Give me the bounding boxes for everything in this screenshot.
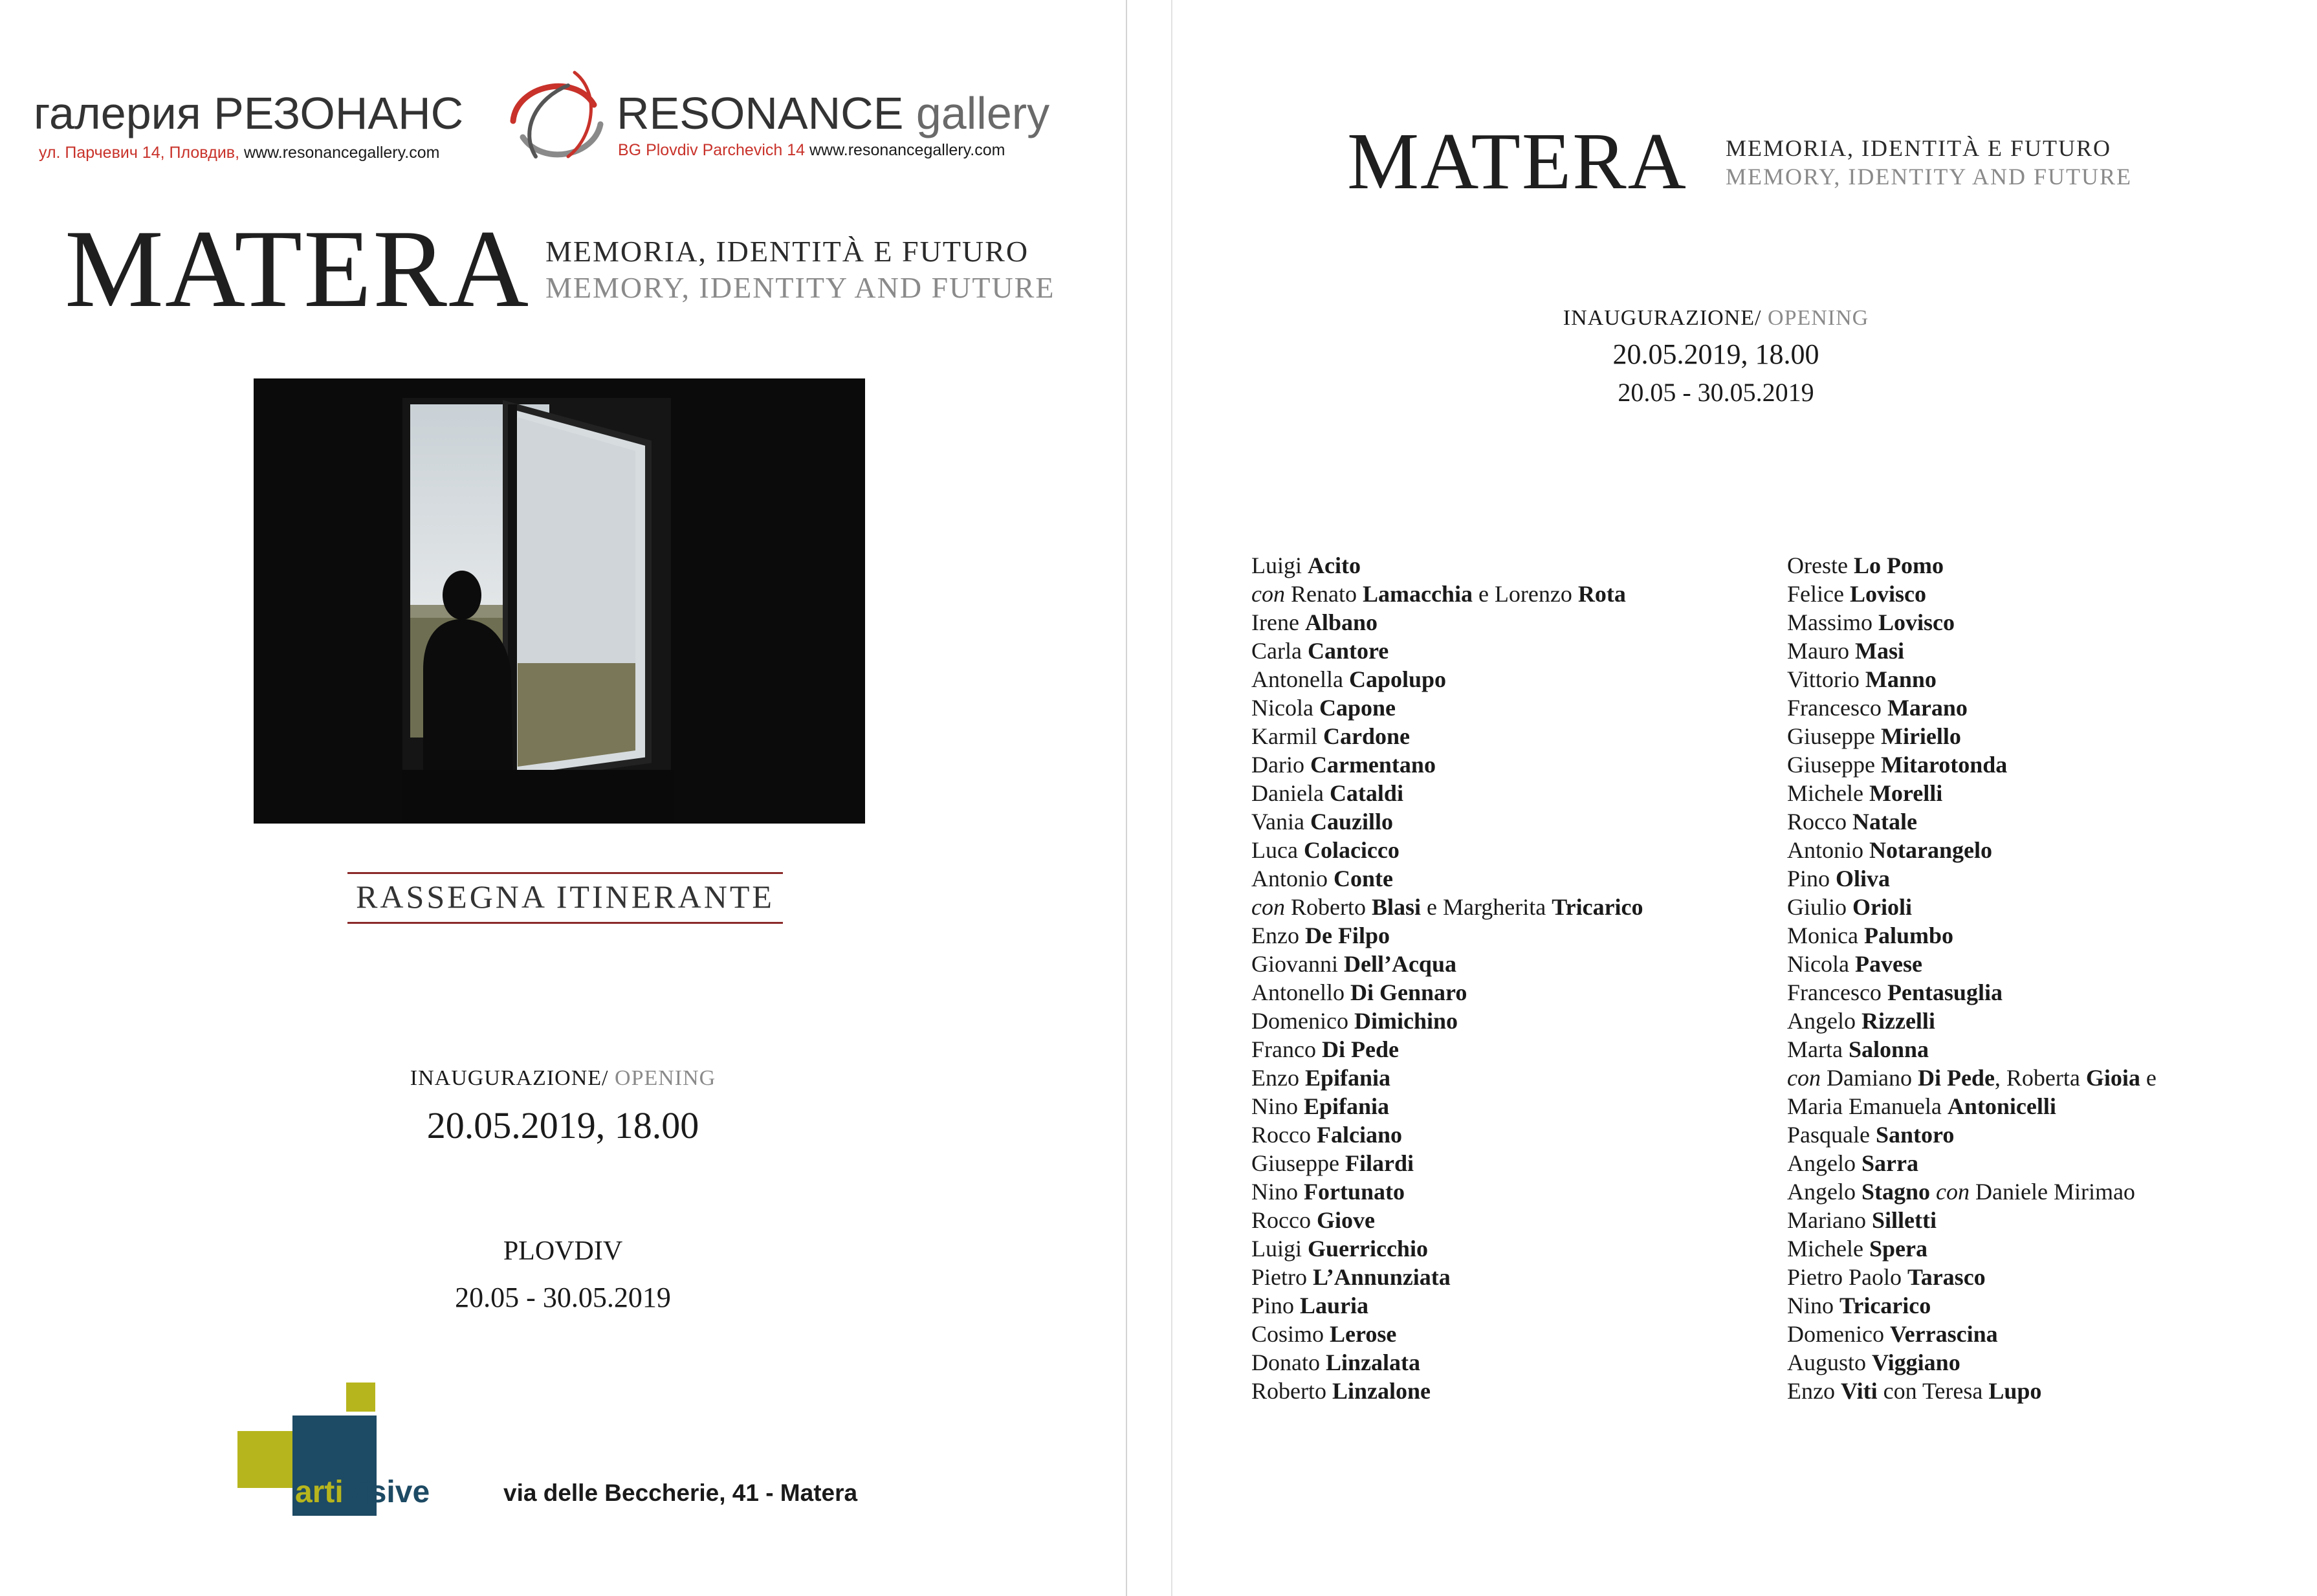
artist-surname: Pentasuglia (1887, 979, 2003, 1005)
artist-given-name: Nino (1251, 1093, 1304, 1119)
artist-entry (1787, 1149, 2157, 1177)
artist-entry (1251, 637, 1643, 665)
artist-entry (1787, 665, 2157, 694)
artist-surname: Rizzelli (1861, 1008, 1935, 1034)
artist-surname: Tarasco (1907, 1264, 1986, 1290)
artist-entry (1787, 807, 2157, 836)
artist-entry (1787, 551, 2157, 580)
artist-collab-word: con (1251, 581, 1285, 607)
artist-list-column-1 (1251, 551, 1643, 1405)
artist-entry (1787, 1007, 2157, 1035)
artist-entry (1251, 750, 1643, 779)
artist-given-name: Francesco (1787, 695, 1887, 721)
artist-entry (1251, 836, 1643, 864)
artist-entry (1787, 1320, 2157, 1348)
artist-surname: Masi (1854, 638, 1904, 664)
artist-surname: Cardone (1323, 723, 1410, 749)
gallery-name-en: RESONANCE (617, 88, 904, 138)
artist-given-name: Pietro (1251, 1264, 1313, 1290)
artist-surname: Capolupo (1348, 666, 1447, 692)
artist-surname: Pavese (1854, 951, 1922, 977)
artist-entry (1787, 1177, 2157, 1206)
artist-given-name: Antonello (1251, 979, 1350, 1005)
artist-given-name: Luca (1251, 837, 1304, 863)
invitation-cover-page (0, 0, 1127, 1596)
artist-surname: Lerose (1330, 1321, 1397, 1347)
artist-entry (1787, 608, 2157, 637)
artist-surname: Natale (1852, 809, 1917, 835)
artist-entry (1787, 637, 2157, 665)
artist-given-name: Oreste (1787, 552, 1854, 578)
artist-surname: Lovisco (1849, 581, 1926, 607)
artist-given-name: Luigi (1251, 552, 1308, 578)
artist-surname: L’Annunziata (1313, 1264, 1451, 1290)
artist-given-name: Pasquale (1787, 1122, 1876, 1148)
gallery-address-en-line (618, 141, 1005, 160)
artist-given-name: Monica (1787, 923, 1864, 948)
artist-given-name: Domenico (1251, 1008, 1354, 1034)
artivisive-logo-part1: arti (295, 1475, 344, 1509)
artist-surname: Colacicco (1303, 837, 1400, 863)
artivisive-logo-text (295, 1477, 430, 1508)
artist-given-name: Giulio (1787, 894, 1853, 920)
artist-entry (1787, 950, 2157, 978)
exhibition-city: PLOVDIV (503, 1236, 623, 1266)
artist-given-name: Nicola (1251, 695, 1319, 721)
artist-surname: Marano (1887, 695, 1968, 721)
artist-given-name: Antonella (1251, 666, 1349, 692)
artist-surname: Di Pede (1321, 1036, 1399, 1062)
artist-given-name: Massimo (1787, 609, 1879, 635)
artist-surname: Dimichino (1354, 1008, 1458, 1034)
artist-entry (1251, 665, 1643, 694)
artist-entry (1251, 864, 1643, 893)
gallery-name-bulgarian (34, 87, 463, 139)
artist-entry (1251, 1206, 1643, 1234)
artist-surname: Oliva (1836, 866, 1891, 891)
resonance-logo-icon (497, 60, 613, 176)
artist-surname: Morelli (1869, 780, 1943, 806)
artist-given-name: Augusto (1787, 1350, 1872, 1375)
artist-surname: Capone (1319, 695, 1396, 721)
artist-entry (1787, 694, 2157, 722)
artist-given-name: Antonio (1251, 866, 1334, 891)
gallery-website-bg: www.resonancegallery.com (243, 144, 440, 162)
artist-given-name: Antonio (1787, 837, 1870, 863)
artist-given-name: Giovanni (1251, 951, 1344, 977)
artist-given-name: e Margherita (1421, 894, 1552, 920)
artivisive-logo-olive-square (237, 1431, 294, 1488)
artist-given-name: Luigi (1251, 1236, 1308, 1262)
artist-surname: Antonicelli (1947, 1093, 2056, 1119)
opening-datetime: 20.05.2019, 18.00 (426, 1104, 699, 1146)
artist-entry (1787, 1064, 2157, 1092)
artist-surname: Rota (1577, 581, 1626, 607)
artist-entry (1787, 1092, 2157, 1120)
artist-surname: Giove (1316, 1207, 1375, 1233)
opening-datetime-right: 20.05.2019, 18.00 (1612, 338, 1819, 370)
artist-surname: Salonna (1848, 1036, 1929, 1062)
artist-entry (1251, 551, 1643, 580)
artist-given-name: Enzo (1251, 1065, 1305, 1091)
artist-entry (1787, 1234, 2157, 1263)
artist-surname: Blasi (1371, 894, 1421, 920)
venue-address: via delle Beccherie, 41 - Matera (503, 1480, 858, 1506)
artist-entry (1251, 1348, 1643, 1377)
artivisive-logo-small-square (346, 1383, 375, 1412)
artist-given-name: Rocco (1251, 1122, 1317, 1148)
artist-entry (1251, 1377, 1643, 1405)
artist-entry (1251, 1177, 1643, 1206)
artist-entry (1787, 1377, 2157, 1405)
artist-surname: Di Gennaro (1350, 979, 1467, 1005)
artist-surname: Epifania (1304, 1065, 1391, 1091)
gallery-address-bg: ул. Парчевич 14, Пловдив, (39, 144, 240, 162)
artist-list-page (1171, 0, 2317, 1596)
exhibition-subtitle-it-right: MEMORIA, IDENTITÀ E FUTURO (1726, 135, 2111, 161)
opening-label-right (1509, 306, 1923, 331)
artist-entry (1251, 1064, 1643, 1092)
artist-given-name: Damiano (1820, 1065, 1918, 1091)
artist-given-name: Angelo (1787, 1179, 1861, 1205)
artist-entry (1787, 722, 2157, 750)
artist-given-name: Giuseppe (1787, 752, 1881, 778)
artist-entry (1787, 779, 2157, 807)
artist-given-name: Carla (1251, 638, 1308, 664)
artist-given-name: Giuseppe (1787, 723, 1881, 749)
artist-surname: Sarra (1861, 1150, 1918, 1176)
artist-entry (1787, 1206, 2157, 1234)
artist-given-name: Renato (1284, 581, 1363, 607)
window-silhouette-photo (254, 378, 865, 824)
artist-given-name: con Teresa (1877, 1378, 1989, 1404)
artist-surname: Tricarico (1839, 1293, 1931, 1318)
artist-given-name: Francesco (1787, 979, 1887, 1005)
artist-entry (1787, 1263, 2157, 1291)
artist-given-name: Marta (1787, 1036, 1849, 1062)
artist-surname: Epifania (1304, 1093, 1390, 1119)
artist-given-name: Pietro Paolo (1787, 1264, 1907, 1290)
exhibition-subtitle-en-right: MEMORY, IDENTITY AND FUTURE (1726, 164, 2133, 190)
artist-surname: Acito (1308, 552, 1361, 578)
exhibition-subtitle-it: MEMORIA, IDENTITÀ E FUTURO (545, 235, 1029, 268)
artist-given-name: Rocco (1251, 1207, 1317, 1233)
artist-entry (1787, 978, 2157, 1007)
artist-entry (1251, 1120, 1643, 1149)
gallery-website-en: www.resonancegallery.com (809, 141, 1005, 159)
artist-collab-word: con (1251, 894, 1285, 920)
artist-given-name (1930, 1179, 1936, 1205)
artist-entry (1787, 921, 2157, 950)
artist-surname: Falciano (1316, 1122, 1402, 1148)
artist-given-name: Roberto (1284, 894, 1372, 920)
artist-given-name: Mauro (1787, 638, 1855, 664)
artist-entry (1251, 978, 1643, 1007)
artist-surname: Albano (1304, 609, 1378, 635)
artist-given-name: Domenico (1787, 1321, 1890, 1347)
artist-given-name: Enzo (1787, 1378, 1841, 1404)
artist-list-column-2 (1787, 551, 2157, 1405)
artist-given-name: Irene (1251, 609, 1305, 635)
artist-entry (1787, 836, 2157, 864)
artist-entry (1787, 864, 2157, 893)
artist-given-name: Donato (1251, 1350, 1326, 1375)
artist-entry (1251, 694, 1643, 722)
artist-given-name: Michele (1787, 780, 1869, 806)
artist-given-name: Franco (1251, 1036, 1322, 1062)
artist-entry (1787, 750, 2157, 779)
artist-given-name: Vittorio (1787, 666, 1865, 692)
artist-given-name: Karmil (1251, 723, 1323, 749)
artist-surname: De Filpo (1304, 923, 1390, 948)
artist-given-name: Daniele Mirimao (1970, 1179, 2135, 1205)
artist-entry (1787, 1291, 2157, 1320)
artist-surname: Notarangelo (1869, 837, 1992, 863)
artist-surname: Linzalone (1332, 1378, 1431, 1404)
gallery-address-bg-line (39, 144, 439, 162)
artist-entry (1251, 779, 1643, 807)
artist-surname: Manno (1865, 666, 1937, 692)
artist-entry (1251, 807, 1643, 836)
artist-surname: Dell’Acqua (1343, 951, 1456, 977)
artist-collab-word: con (1787, 1065, 1821, 1091)
rassegna-banner: RASSEGNA ITINERANTE (356, 879, 774, 915)
artist-given-name: Giuseppe (1251, 1150, 1345, 1176)
gallery-address-en: BG Plovdiv Parchevich 14 (618, 141, 806, 159)
artist-surname: Lupo (1988, 1378, 2042, 1404)
artist-given-name: Maria Emanuela (1787, 1093, 1948, 1119)
artist-entry (1251, 1263, 1643, 1291)
artist-collab-word: con (1936, 1179, 1970, 1205)
artist-surname: Guerricchio (1308, 1236, 1428, 1262)
artist-entry (1251, 950, 1643, 978)
artist-given-name: Enzo (1251, 923, 1305, 948)
artist-entry (1787, 893, 2157, 921)
gallery-prefix-bg: галерия (34, 88, 201, 138)
artist-entry (1251, 722, 1643, 750)
gallery-name-english (617, 87, 1049, 139)
gallery-name-bg: РЕЗОНАНС (214, 88, 464, 138)
artist-given-name: Pino (1787, 866, 1836, 891)
artist-given-name: Angelo (1787, 1008, 1861, 1034)
artist-surname: Carmentano (1310, 752, 1436, 778)
artist-surname: Conte (1334, 866, 1394, 891)
artist-entry (1787, 1348, 2157, 1377)
banner-top-rule (347, 872, 783, 874)
artist-surname: Palumbo (1863, 923, 1953, 948)
artist-surname: Lamacchia (1362, 581, 1473, 607)
artist-given-name: Dario (1251, 752, 1310, 778)
artist-surname: Fortunato (1304, 1179, 1405, 1205)
artist-given-name: Angelo (1787, 1150, 1861, 1176)
artist-entry (1251, 1035, 1643, 1064)
artist-entry (1251, 1234, 1643, 1263)
artist-entry (1251, 1007, 1643, 1035)
artist-surname: Filardi (1345, 1150, 1414, 1176)
artist-entry (1251, 893, 1643, 921)
artist-given-name: Felice (1787, 581, 1850, 607)
artist-entry (1251, 608, 1643, 637)
artist-entry (1251, 1291, 1643, 1320)
artist-entry (1251, 921, 1643, 950)
artist-given-name: Pino (1251, 1293, 1301, 1318)
artist-given-name: Rocco (1787, 809, 1852, 835)
artist-surname: Verrascina (1889, 1321, 1998, 1347)
opening-label-en: OPENING (608, 1066, 716, 1090)
artist-given-name: Michele (1787, 1236, 1869, 1262)
opening-label (349, 1066, 776, 1091)
artist-entry (1251, 1320, 1643, 1348)
date-range-right: 20.05 - 30.05.2019 (1618, 378, 1814, 407)
artist-surname: Di Pede (1917, 1065, 1995, 1091)
artist-given-name: Daniela (1251, 780, 1330, 806)
artist-given-name: e (2140, 1065, 2157, 1091)
opening-label-it: INAUGURAZIONE/ (410, 1066, 609, 1090)
artist-surname: Linzalata (1325, 1350, 1420, 1375)
artist-given-name: Mariano (1787, 1207, 1872, 1233)
artist-surname: Viti (1840, 1378, 1878, 1404)
artist-surname: Cataldi (1329, 780, 1403, 806)
artist-surname: Viggiano (1872, 1350, 1960, 1375)
gallery-suffix-en: gallery (916, 88, 1050, 138)
artist-surname: Cauzillo (1310, 809, 1393, 835)
artist-entry (1787, 580, 2157, 608)
artist-given-name: Nicola (1787, 951, 1855, 977)
banner-bottom-rule (347, 922, 783, 924)
artist-surname: Tricarico (1552, 894, 1643, 920)
artist-entry (1787, 1035, 2157, 1064)
artist-given-name: Nino (1251, 1179, 1304, 1205)
artist-given-name: Cosimo (1251, 1321, 1330, 1347)
artist-given-name: Roberto (1251, 1378, 1332, 1404)
artist-surname: Silletti (1871, 1207, 1937, 1233)
artist-given-name: , Roberta (1994, 1065, 2086, 1091)
artist-surname: Gioia (2085, 1065, 2140, 1091)
artist-surname: Spera (1869, 1236, 1927, 1262)
artist-surname: Cantore (1307, 638, 1389, 664)
artist-surname: Orioli (1852, 894, 1913, 920)
artist-entry (1787, 1120, 2157, 1149)
artist-surname: Mitarotonda (1880, 752, 2008, 778)
exhibition-title: MATERA (65, 208, 531, 331)
artist-given-name: Nino (1787, 1293, 1839, 1318)
exhibition-date-range: 20.05 - 30.05.2019 (455, 1282, 671, 1313)
artist-surname: Stagno (1861, 1179, 1931, 1205)
artist-entry (1251, 580, 1643, 608)
opening-label-en-right: OPENING (1761, 306, 1869, 330)
opening-label-it-right: INAUGURAZIONE/ (1563, 306, 1762, 330)
artist-given-name: Vania (1251, 809, 1310, 835)
artist-surname: Santoro (1875, 1122, 1955, 1148)
artist-surname: Lauria (1300, 1293, 1369, 1318)
exhibition-subtitle-en: MEMORY, IDENTITY AND FUTURE (545, 271, 1055, 304)
artist-given-name: e Lorenzo (1472, 581, 1578, 607)
artist-surname: Lo Pomo (1853, 552, 1944, 578)
artist-entry (1251, 1092, 1643, 1120)
artist-surname: Miriello (1880, 723, 1961, 749)
artivisive-logo-part2: visive (343, 1475, 430, 1509)
exhibition-title-right: MATERA (1347, 117, 1687, 206)
artist-surname: Lovisco (1878, 609, 1955, 635)
artist-entry (1251, 1149, 1643, 1177)
